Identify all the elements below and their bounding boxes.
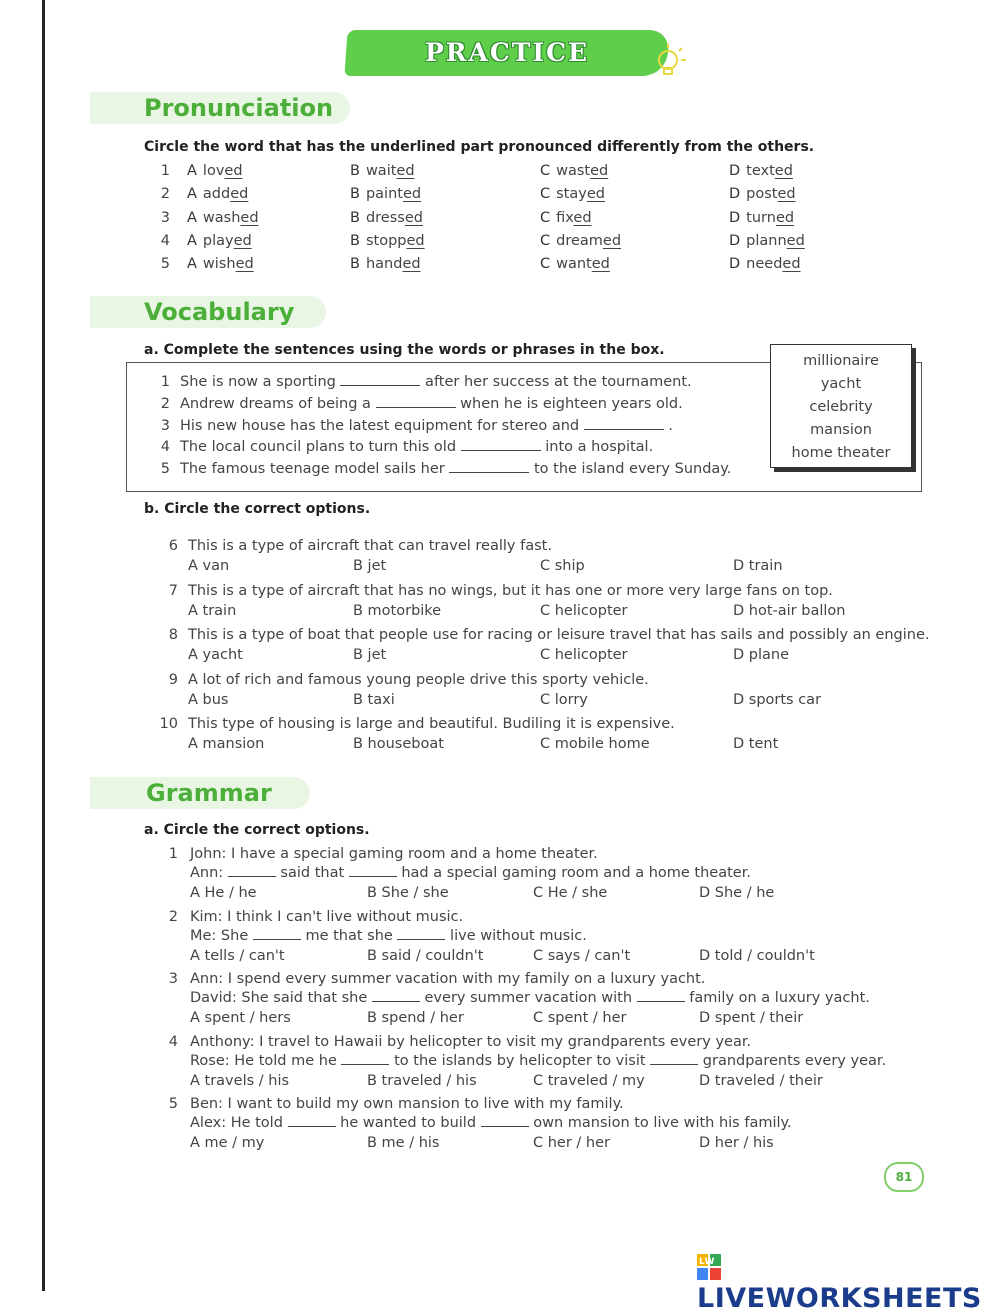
underlined-ending: ed (777, 186, 796, 203)
option-b[interactable] (350, 233, 425, 249)
grammar-a-instruction: a. Circle the correct options. (144, 822, 370, 838)
option-c[interactable]: C ship (540, 558, 585, 574)
word-stem: fix (556, 209, 574, 226)
answer-blank[interactable] (650, 1064, 698, 1065)
option-a[interactable]: A He / he (190, 885, 257, 901)
reported-part: grandparents every year. (698, 1052, 887, 1069)
sentence-end: after her success at the tournament. (420, 374, 692, 390)
option-b[interactable]: B said / couldn't (367, 947, 484, 964)
option-c[interactable]: C spent / her (533, 1010, 627, 1026)
word-stem: plann (746, 232, 787, 249)
pronunciation-title: Pronunciation (144, 94, 334, 122)
option-b[interactable]: B motorbike (353, 602, 442, 619)
reported-part: to the islands by helicopter to visit (389, 1052, 651, 1069)
option-letter: C (540, 186, 551, 203)
option-letter: B (350, 256, 360, 273)
option-a[interactable] (187, 210, 259, 226)
option-b[interactable]: B jet (353, 647, 387, 663)
underlined-ending: ed (235, 256, 254, 273)
item-number: 6 (168, 538, 178, 554)
option-d[interactable] (729, 210, 794, 226)
question-text: This is a type of boat that people use for racing or leisure travel that has sails and possibly an engine. (188, 627, 930, 643)
word-stem: play (202, 232, 234, 249)
vocabulary-sentence (150, 396, 770, 412)
option-d[interactable] (729, 186, 796, 202)
option-letter: D (729, 163, 741, 179)
liveworksheets-mark-icon (697, 1254, 721, 1280)
original-statement: John: I have a special gaming room and a home theater. (190, 846, 598, 862)
underlined-ending: ed (774, 163, 793, 179)
item-number: 4 (160, 232, 170, 249)
option-a[interactable]: A bus (188, 691, 229, 708)
option-c[interactable]: C her / her (533, 1135, 610, 1151)
pronunciation-row (0, 186, 1000, 208)
word-stem: post (746, 186, 778, 203)
item-number: 2 (160, 186, 170, 203)
answer-blank[interactable] (341, 1064, 389, 1065)
underlined-ending: ed (406, 232, 425, 249)
option-d[interactable]: D tent (733, 736, 779, 752)
option-c[interactable] (540, 163, 608, 179)
practice-title: PRACTICE (424, 38, 590, 67)
option-letter: A (187, 209, 197, 226)
option-c[interactable]: C helicopter (540, 647, 628, 663)
word-stem: stopp (365, 232, 407, 249)
option-b[interactable]: B She / she (367, 885, 449, 901)
item-number: 5 (168, 1096, 178, 1112)
option-d[interactable]: D told / couldn't (699, 947, 815, 964)
word-box-item: celebrity (809, 399, 873, 415)
option-a[interactable]: A train (188, 602, 237, 619)
answer-blank[interactable] (228, 876, 276, 877)
option-b[interactable] (350, 210, 423, 226)
word-box-item: home theater (791, 445, 891, 461)
option-d[interactable]: D traveled / their (699, 1072, 823, 1089)
reported-part: Alex: He told (190, 1115, 288, 1131)
underlined-ending: ed (573, 209, 592, 226)
option-a[interactable] (187, 233, 252, 249)
sentence-start: Andrew dreams of being a (180, 395, 376, 412)
reported-statement (190, 1053, 886, 1069)
option-letter: B (350, 232, 360, 249)
option-letter: A (187, 232, 197, 249)
vocabulary-sentence (150, 439, 770, 455)
reported-statement (190, 1115, 792, 1131)
option-c[interactable] (540, 186, 605, 202)
sentence-start: The local council plans to turn this old (180, 439, 461, 456)
answer-blank[interactable] (481, 1126, 529, 1127)
item-number: 5 (160, 256, 170, 273)
underlined-ending: ed (396, 163, 415, 179)
reported-part: he wanted to build (335, 1115, 481, 1131)
vocabulary-title: Vocabulary (144, 298, 295, 326)
word-box-item: millionaire (803, 353, 879, 369)
sentence-start: His new house has the latest equipment for stereo and (180, 417, 584, 434)
option-letter: A (187, 186, 197, 203)
item-number: 7 (168, 582, 178, 599)
reported-statement (190, 865, 751, 881)
option-a[interactable]: A yacht (188, 647, 243, 663)
word-stem: turn (746, 209, 776, 226)
reported-part: had a special gaming room and a home theater. (396, 865, 751, 881)
answer-blank[interactable] (461, 450, 541, 451)
answer-blank[interactable] (372, 1001, 420, 1002)
vocabulary-sentence (150, 461, 770, 477)
vocabulary-sentence (150, 374, 770, 390)
option-d[interactable]: D She / he (699, 885, 775, 901)
sentence-start: The famous teenage model sails her (180, 461, 450, 478)
underlined-ending: ed (240, 209, 259, 226)
option-b[interactable]: B taxi (353, 691, 395, 708)
vocabulary-sentence (150, 418, 770, 434)
option-b[interactable] (350, 256, 421, 272)
option-c[interactable]: C traveled / my (533, 1072, 645, 1089)
underlined-ending: ed (786, 232, 805, 249)
option-c[interactable]: C mobile home (540, 736, 650, 752)
option-letter: D (729, 186, 741, 203)
item-number: 4 (160, 439, 170, 456)
underlined-ending: ed (402, 256, 421, 273)
vocabulary-question (0, 672, 1000, 714)
word-stem: dress (365, 209, 405, 226)
underlined-ending: ed (590, 163, 609, 179)
option-letter: A (187, 163, 197, 179)
option-b[interactable]: B me / his (367, 1135, 440, 1151)
option-letter: C (540, 232, 551, 249)
option-b[interactable] (350, 163, 415, 179)
sentence-start: She is now a sporting (180, 374, 341, 390)
option-d[interactable] (729, 163, 793, 179)
reported-statement (190, 928, 587, 944)
option-c[interactable] (540, 210, 592, 226)
option-a[interactable]: A tells / can't (190, 947, 285, 964)
reported-part: Rose: He told me he (190, 1052, 342, 1069)
answer-blank[interactable] (253, 939, 301, 940)
grammar-question (0, 846, 1000, 908)
item-number: 10 (159, 716, 178, 732)
word-stem: wast (556, 163, 591, 179)
answer-blank[interactable] (449, 472, 529, 473)
word-box (770, 344, 912, 468)
vocabulary-b-instruction: b. Circle the correct options. (144, 501, 371, 517)
underlined-ending: ed (402, 186, 422, 203)
item-number: 3 (160, 209, 170, 226)
sentence-end: to the island every Sunday. (529, 461, 732, 478)
underlined-ending: ed (591, 256, 610, 273)
underlined-ending: ed (775, 209, 795, 226)
answer-blank[interactable] (584, 429, 664, 430)
answer-blank[interactable] (288, 1126, 336, 1127)
sentence-end: into a hospital. (540, 439, 654, 456)
option-a[interactable]: A mansion (188, 736, 265, 752)
item-number: 4 (168, 1033, 178, 1050)
option-c[interactable] (540, 233, 621, 249)
option-letter: B (350, 209, 360, 226)
option-a[interactable]: A travels / his (190, 1072, 290, 1089)
option-c[interactable] (540, 256, 610, 272)
question-text: A lot of rich and famous young people drive this sporty vehicle. (188, 671, 649, 688)
vocabulary-question (0, 627, 1000, 669)
original-statement: Ben: I want to build my own mansion to live with my family. (190, 1096, 624, 1112)
pronunciation-row (0, 256, 1000, 278)
underlined-ending: ed (224, 163, 243, 179)
option-c[interactable]: C says / can't (533, 947, 631, 964)
option-d[interactable]: D hot-air ballon (733, 602, 846, 619)
option-b[interactable]: B houseboat (353, 736, 444, 752)
original-statement: Kim: I think I can't live without music. (190, 908, 464, 925)
reported-part: me that she (300, 927, 398, 944)
original-statement: Ann: I spend every summer vacation with my family on a luxury yacht. (190, 971, 706, 987)
vocabulary-question (0, 583, 1000, 625)
option-d[interactable]: D plane (733, 647, 790, 663)
option-a[interactable] (187, 163, 243, 179)
option-c[interactable]: C lorry (540, 691, 588, 708)
word-stem: wait (365, 163, 397, 179)
option-letter: C (540, 256, 551, 273)
option-letter: B (350, 163, 360, 179)
option-d[interactable]: D spent / their (699, 1010, 804, 1026)
item-number: 1 (168, 846, 178, 862)
answer-blank[interactable] (349, 876, 397, 877)
item-number: 1 (160, 374, 170, 390)
reported-part: live without music. (445, 927, 587, 944)
vocabulary-question (0, 716, 1000, 758)
option-b[interactable]: B traveled / his (367, 1072, 477, 1089)
pronunciation-row (0, 233, 1000, 255)
word-stem: paint (365, 186, 403, 203)
option-letter: D (729, 256, 741, 273)
underlined-ending: ed (233, 232, 252, 249)
sentence-end: . (663, 417, 673, 434)
vocabulary-question (0, 538, 1000, 580)
page-number: 81 (884, 1162, 924, 1192)
word-box-item: mansion (810, 422, 872, 438)
word-stem: want (556, 256, 592, 273)
item-number: 9 (168, 671, 178, 688)
grammar-question (0, 909, 1000, 971)
answer-blank[interactable] (397, 939, 445, 940)
answer-blank[interactable] (376, 407, 456, 408)
item-number: 1 (160, 163, 170, 179)
answer-blank[interactable] (637, 1001, 685, 1002)
sentence-end: when he is eighteen years old. (455, 395, 683, 412)
question-text: This type of housing is large and beautiful. Budiling it is expensive. (188, 716, 675, 732)
option-d[interactable]: D sports car (733, 691, 822, 708)
answer-blank[interactable] (340, 385, 420, 386)
word-stem: add (202, 186, 231, 203)
reported-part: said that (275, 865, 349, 881)
reported-part: Me: She (190, 927, 253, 944)
word-stem: need (746, 256, 783, 273)
underlined-ending: ed (782, 256, 801, 273)
option-letter: D (729, 209, 741, 226)
option-letter: C (540, 163, 551, 179)
item-number: 2 (168, 908, 178, 925)
brand-name: LIVEWORKSHEETS (697, 1283, 982, 1314)
grammar-title: Grammar (146, 779, 272, 807)
option-b[interactable]: B spend / her (367, 1010, 464, 1026)
option-letter: C (540, 209, 551, 226)
underlined-ending: ed (404, 209, 423, 226)
option-a[interactable]: A me / my (190, 1135, 265, 1151)
option-a[interactable]: A spent / hers (190, 1010, 291, 1026)
option-b[interactable]: B jet (353, 558, 387, 574)
option-a[interactable] (187, 256, 254, 272)
word-stem: stay (556, 186, 587, 203)
pronunciation-instruction: Circle the word that has the underlined part pronounced differently from the others. (144, 139, 815, 155)
option-letter: D (729, 232, 741, 249)
grammar-question (0, 971, 1000, 1033)
underlined-ending: ed (602, 232, 622, 249)
reported-part: own mansion to live with his family. (528, 1115, 792, 1131)
liveworksheets-logo (697, 1252, 1000, 1314)
reported-part: David: She said that she (190, 990, 372, 1006)
underlined-ending: ed (586, 186, 605, 203)
lightbulb-icon (648, 40, 692, 84)
vocabulary-a-instruction: a. Complete the sentences using the words or phrases in the box. (144, 342, 665, 358)
word-stem: wash (202, 209, 241, 226)
option-c[interactable]: C He / she (533, 885, 608, 901)
item-number: 2 (160, 395, 170, 412)
word-stem: wish (202, 256, 236, 273)
word-stem: dream (556, 232, 603, 249)
reported-part: family on a luxury yacht. (684, 990, 870, 1006)
option-c[interactable]: C helicopter (540, 602, 628, 619)
option-d[interactable]: D train (733, 558, 783, 574)
item-number: 3 (160, 417, 170, 434)
grammar-question (0, 1034, 1000, 1096)
word-stem: text (746, 163, 775, 179)
grammar-question (0, 1096, 1000, 1158)
question-text: This is a type of aircraft that can travel really fast. (188, 538, 552, 554)
pronunciation-row (0, 163, 1000, 185)
item-number: 8 (168, 627, 178, 643)
reported-statement (190, 990, 870, 1006)
reported-part: Ann: (190, 865, 228, 881)
option-d[interactable] (729, 233, 805, 249)
word-box-item: yacht (820, 376, 862, 392)
option-d[interactable] (729, 256, 801, 272)
underlined-ending: ed (230, 186, 249, 203)
item-number: 3 (168, 971, 178, 987)
option-letter: A (187, 256, 197, 273)
original-statement: Anthony: I travel to Hawaii by helicopter to visit my grandparents every year. (190, 1033, 752, 1050)
reported-part: every summer vacation with (419, 990, 637, 1006)
option-d[interactable]: D her / his (699, 1135, 774, 1151)
item-number: 5 (160, 461, 170, 478)
word-stem: lov (202, 163, 225, 179)
option-a[interactable]: A van (188, 558, 230, 574)
question-text: This is a type of aircraft that has no wings, but it has one or more very large fans on top. (188, 582, 833, 599)
brand-mark-l: LW (699, 1257, 715, 1267)
word-stem: hand (365, 256, 403, 273)
option-b[interactable] (350, 186, 421, 202)
option-letter: B (350, 186, 360, 203)
option-a[interactable] (187, 186, 248, 202)
pronunciation-row (0, 210, 1000, 232)
